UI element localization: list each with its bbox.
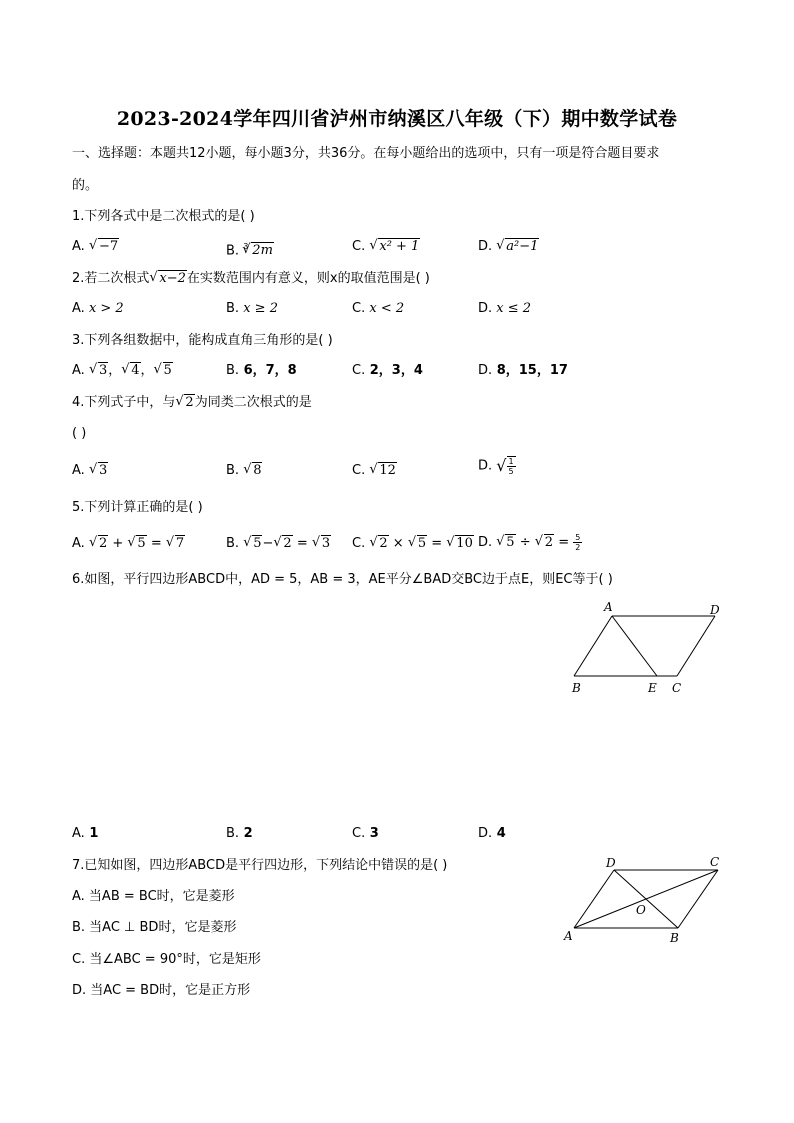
- label-c: C: [672, 681, 682, 695]
- q4-option-b: B. √ 8: [226, 462, 262, 480]
- q6-option-d: D. 4: [478, 826, 506, 841]
- question-4-stem-paren: ( ): [72, 426, 87, 441]
- sqrt-expr: √ 2m: [242, 242, 274, 260]
- label-d: D: [606, 856, 616, 870]
- q7-option-c: C. 当∠ABC = 90°时，它是矩形: [72, 952, 261, 967]
- diagonal-bd: [614, 870, 678, 928]
- q3-option-c: C. 2，3，4: [352, 363, 423, 378]
- question-2-stem: 2.若二次根式√ x−2在实数范围内有意义，则x的取值范围是( ): [72, 271, 430, 287]
- q1-option-b: [226, 238, 274, 260]
- parallelogram-figure-q7: [558, 850, 728, 950]
- option-letter: D.: [478, 239, 493, 254]
- q2-option-c: C. x < 2: [352, 301, 405, 316]
- edge-cb: [678, 870, 718, 928]
- edge-dc: [677, 616, 715, 676]
- label-o: O: [636, 903, 646, 917]
- question-6-stem: 6.如图，平行四边形ABCD中，AD = 5，AB = 3，AE平分∠BAD交BC边于点E，则EC等于( ): [72, 572, 613, 587]
- q6-option-a: A. 1: [72, 826, 99, 841]
- q5-option-d: D. √ 5 ÷ √ 2 = $\frac{5}{2}$: [478, 533, 582, 552]
- q2-option-a: A. x > 2: [72, 301, 124, 316]
- q7-option-a: A. 当AB = BC时，它是菱形: [72, 889, 235, 904]
- label-b: B: [572, 681, 581, 695]
- q1-option-c: [352, 238, 420, 256]
- q5-option-b: B. √ 5−√ 2 = √ 3: [226, 535, 331, 553]
- q7-option-d: D. 当AC = BD时，它是正方形: [72, 983, 251, 998]
- sqrt-expr: √ −7: [89, 238, 119, 256]
- q4-option-c: C. √ 12: [352, 462, 397, 480]
- section-instruction-line2: 的。: [72, 178, 99, 193]
- q3-option-d: D. 8，15，17: [478, 363, 568, 378]
- question-4-stem: 4.下列式子中，与√ 2为同类二次根式的是: [72, 395, 312, 411]
- q6-option-c: C. 3: [352, 826, 379, 841]
- q1-option-a: [72, 238, 119, 256]
- label-d: D: [710, 603, 720, 617]
- q3-option-a: A. √ 3，√ 4，√ 5: [72, 362, 173, 380]
- label-a: A: [564, 929, 573, 943]
- edge-ab: [574, 616, 612, 676]
- q4-option-d: D. √ $\frac{1}{5}$: [478, 456, 514, 476]
- root-index: 3: [243, 242, 249, 251]
- option-letter: A.: [72, 239, 85, 254]
- label-e: E: [648, 681, 657, 695]
- option-letter: B.: [226, 243, 240, 259]
- sqrt-expr: √ x−2: [149, 271, 187, 287]
- q4-option-a: A. √ 3: [72, 462, 108, 480]
- label-c: C: [710, 855, 720, 869]
- label-b: B: [670, 931, 679, 945]
- fraction: $\frac{1}{5}$: [508, 457, 514, 476]
- edge-da: [574, 870, 614, 928]
- q3-option-b: B. 6，7，8: [226, 363, 297, 378]
- label-a: A: [604, 600, 613, 614]
- q2-option-d: D. x ≤ 2: [478, 301, 532, 316]
- question-7-stem: 7.已知如图，四边形ABCD是平行四边形，下列结论中错误的是( ): [72, 858, 448, 873]
- question-3-stem: 3.下列各组数据中，能构成直角三角形的是( ): [72, 333, 333, 348]
- q1-option-d: [478, 238, 539, 256]
- q7-option-b: B. 当AC ⊥ BD时，它是菱形: [72, 920, 237, 935]
- option-letter: C.: [352, 239, 366, 254]
- sqrt-expr: √ a²−1: [496, 238, 539, 256]
- q5-option-c: C. √ 2 × √ 5 = √ 10: [352, 535, 474, 553]
- segment-ae: [612, 616, 657, 676]
- q6-option-b: B. 2: [226, 826, 253, 841]
- sqrt-expr: √ x² + 1: [369, 238, 420, 256]
- question-5-stem: 5.下列计算正确的是( ): [72, 500, 203, 515]
- q2-option-b: B. x ≥ 2: [226, 301, 278, 316]
- parallelogram-figure-q6: [560, 596, 730, 700]
- q5-option-a: A. √ 2 + √ 5 = √ 7: [72, 535, 185, 553]
- fraction: $\frac{5}{2}$: [575, 533, 581, 552]
- page-title: 2023-2024学年四川省泸州市纳溪区八年级（下）期中数学试卷: [116, 108, 678, 130]
- section-instruction-line1: 一、选择题：本题共12小题，每小题3分，共36分。在每小题给出的选项中，只有一项是符合题目要求: [72, 146, 660, 161]
- question-1-stem: 1.下列各式中是二次根式的是( ): [72, 209, 255, 224]
